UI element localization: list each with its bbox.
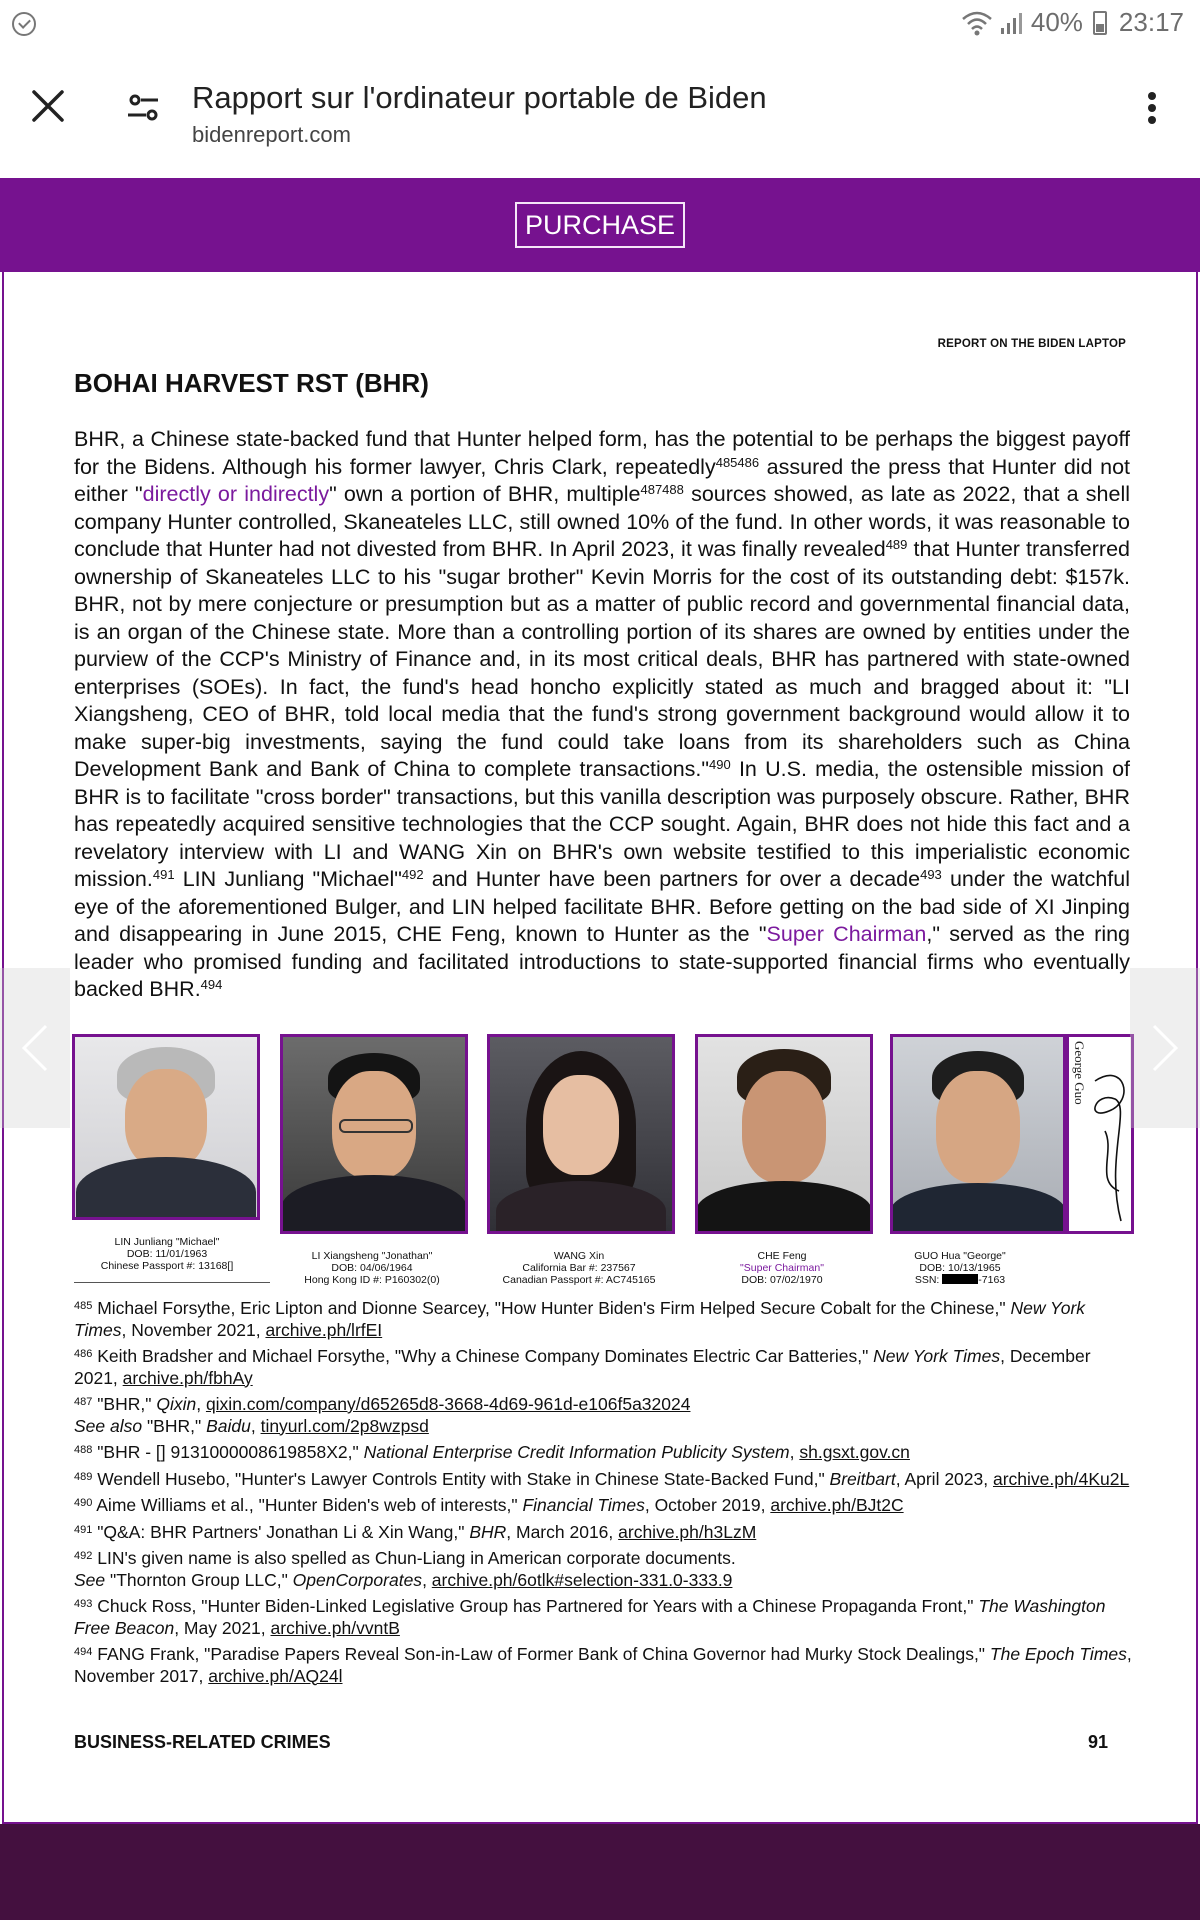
- running-head: REPORT ON THE BIDEN LAPTOP: [937, 338, 1126, 350]
- signature-scribble: [1075, 1041, 1135, 1231]
- footnote-link[interactable]: archive.ph/fbhAy: [122, 1367, 253, 1388]
- footnote: $^{491}$ "Q&A: BHR Partners' Jonathan Li & Xin Wang," BHR, March 2016, archive.ph/h3LzM: [74, 1521, 757, 1542]
- footnote: $^{487}$ "BHR," Qixin, qixin.com/company/d65265d8-3668-4d69-961d-e106f5a32024 See also "BHR," Baidu, tinyurl.com/2p8wzpsd: [74, 1394, 691, 1436]
- redaction-bar: [942, 1274, 978, 1284]
- report-page: [2, 272, 1198, 1824]
- footnote-ref: 485486: [715, 454, 760, 470]
- battery-icon: [1093, 11, 1107, 35]
- close-icon[interactable]: [28, 86, 68, 126]
- signal-icon: [999, 10, 1025, 36]
- page-url[interactable]: bidenreport.com: [192, 122, 351, 147]
- footnote-link[interactable]: tinyurl.com/2p8wzpsd: [260, 1415, 429, 1436]
- bottom-bar: [0, 1824, 1200, 1920]
- site-settings-icon[interactable]: [126, 90, 162, 126]
- super-chairman-link[interactable]: Super Chairman: [766, 922, 927, 946]
- footnote: $^{488}$ "BHR - [] 9131000008619858X2," National Enterprise Credit Information Publicity System, sh.gsxt.gov.cn: [74, 1442, 910, 1462]
- caption-guo-hua: GUO Hua "George" DOB: 10/13/1965 SSN: -7163: [914, 1250, 1006, 1286]
- browser-toolbar: [0, 50, 1200, 178]
- body-paragraph: BHR, a Chinese state-backed fund that Hunter helped form, has the potential to be perhaps the biggest payoff for the Bidens. Although his former lawyer, Chris Clark, repeatedly$^{485486}$ assured the press that Hunter did not either "directly or indirectly" own a portion of BHR, multiple$^{487488}$ sources showed, as late as 2022, that a shell company Hunter controlled, Skaneateles LLC, still owned 10% of the fund. In other words, it was reasonable to conclude that Hunter had not divested from BHR. In April 2023, it was finally revealed$^{489}$ that Hunter transferred ownership of Skaneateles LLC to his "sugar brother" Kevin Morris for the cost of its outstanding debt: $157k. BHR, not by mere conjecture or presumption but as a matter of public record and governmental financial data, is an organ of the Chinese state. More than a controlling portion of its shares are owned by entities under the purview of the CCP's Ministry of Finance and, in its most critical deals, BHR has partnered with state-owned enterprises (SOEs). In fact, the fund's head honcho explicitly stated as much and bragged about it: "LI Xiangsheng, CEO of BHR, told local media that the fund's strong government background would allow it to make super-big investments, saying the fund could take loans from its shareholders such as China Development Bank and Bank of China to complete transactions."$^{490}$ In U.S. media, the ostensible mission of BHR is to facilitate "cross border" transactions, but this vanilla description was purposely obscure. Rather, BHR has repeatedly acquired sensitive technologies that the CCP sought. Again, BHR does not hide this fact and a revelatory interview with LI and WANG Xin on BHR's own website testified to this imperialistic economic mission.$^{491}$ LIN Junliang "Michael"$^{492}$ and Hunter have been partners for over a decade$^{493}$ under the watchful eye of the aforementioned Bulger, and LIN helped facilitate BHR. Before getting on the bad side of XI Jinping and disappearing in June 2015, CHE Feng, known to Hunter as the "Super Chairman," served as the ring leader who promised funding and facilitated introductions to state-supported financial firms who eventually backed BHR.$^{494}$: [74, 427, 1131, 1001]
- footnote-ref: 494: [200, 977, 223, 992]
- battery-percent: 40%: [1030, 7, 1083, 37]
- footnote: $^{492}$ LIN's given name is also spelled as Chun-Liang in American corporate documents. See "Thornton Group LLC," OpenCorporates, archive.ph/6otlk#selection-331.0-333.9: [74, 1548, 736, 1590]
- footnote: $^{489}$ Wendell Husebo, "Hunter's Lawyer Controls Entity with Stake in Chinese State-Backed Fund," Breitbart, April 2023, archive.ph/4Ku2L: [74, 1468, 1130, 1489]
- footnote-link[interactable]: archive.ph/4Ku2L: [992, 1468, 1130, 1489]
- previous-page-button[interactable]: [0, 968, 70, 1128]
- footnote-link[interactable]: archive.ph/BJt2C: [770, 1495, 904, 1515]
- footnote-link[interactable]: qixin.com/company/d65265d8-3668-4d69-961d-e106f5a32024: [205, 1394, 691, 1414]
- footnote: $^{494}$ FANG Frank, "Paradise Papers Reveal Son-in-Law of Former Bank of China Governor had Murky Stock Dealings," The Epoch Times, November 2017, archive.ph/AQ24l: [74, 1644, 1132, 1686]
- footnote-link[interactable]: archive.ph/lrfEI: [265, 1319, 383, 1340]
- directly-or-indirectly-link[interactable]: directly or indirectly: [142, 482, 330, 506]
- clock: 23:17: [1118, 7, 1184, 37]
- portrait-lin-junliang: [72, 1034, 260, 1220]
- footnote: $^{485}$ Michael Forsythe, Eric Lipton and Dionne Searcey, "How Hunter Biden's Firm Helped Secure Cobalt for the Chinese," New York Times, November 2021, archive.ph/lrfEI: [74, 1298, 1086, 1340]
- section-heading: BOHAI HARVEST RST (BHR): [74, 368, 429, 398]
- caption-wang-xin: WANG Xin California Bar #: 237567 Canadian Passport #: AC745165: [502, 1250, 656, 1286]
- portrait-wang-xin: [487, 1034, 675, 1234]
- page-number: 91: [1088, 1732, 1109, 1752]
- caption-che-feng: CHE Feng "Super Chairman" DOB: 07/02/1970: [740, 1250, 824, 1286]
- footnote-link[interactable]: archive.ph/vvntB: [270, 1617, 400, 1638]
- status-bar: [0, 0, 1200, 50]
- caption-rule: [74, 1282, 270, 1283]
- footnote-link[interactable]: archive.ph/6otlk#selection-331.0-333.9: [431, 1569, 733, 1590]
- signature-image: [1066, 1034, 1134, 1234]
- portrait-li-xiangsheng: [280, 1034, 468, 1234]
- footnote-link[interactable]: sh.gsxt.gov.cn: [799, 1442, 910, 1462]
- footnote-link[interactable]: archive.ph/AQ24l: [208, 1665, 343, 1686]
- page-title: Rapport sur l'ordinateur portable de Biden: [192, 80, 767, 115]
- footnotes: [74, 1298, 1134, 1692]
- footnote-ref: 489: [885, 537, 908, 552]
- footnote: $^{490}$ Aime Williams et al., "Hunter Biden's web of interests," Financial Times, October 2019, archive.ph/BJt2C: [74, 1495, 904, 1515]
- portrait-che-feng: [695, 1034, 873, 1234]
- footnote-ref: 491: [152, 867, 175, 882]
- wifi-icon: [961, 9, 993, 37]
- footnote: $^{493}$ Chuck Ross, "Hunter Biden-Linked Legislative Group has Partnered for Years with a Chinese Propaganda Front," The Washington Free Beacon, May 2021, archive.ph/vvntB: [74, 1596, 1106, 1638]
- caption-lin-junliang: LIN Junliang "Michael" DOB: 11/01/1963 Chinese Passport #: 13168[]: [100, 1236, 234, 1272]
- next-page-button[interactable]: [1130, 968, 1200, 1128]
- purchase-button[interactable]: PURCHASE: [515, 202, 685, 248]
- footnote: $^{486}$ Keith Bradsher and Michael Forsythe, "Why a Chinese Company Dominates Electric Car Batteries," New York Times, December 2021, archive.ph/fbhAy: [74, 1346, 1091, 1388]
- page-footer-section: BUSINESS-RELATED CRIMES: [74, 1732, 331, 1752]
- footnote-link[interactable]: archive.ph/h3LzM: [618, 1521, 757, 1542]
- footnote-ref: 492: [401, 867, 424, 882]
- footnote-ref: 493: [920, 867, 942, 882]
- site-banner: [0, 178, 1200, 272]
- signature-label: George Guo: [1072, 1041, 1087, 1105]
- caption-li-xiangsheng: LI Xiangsheng "Jonathan" DOB: 04/06/1964 Hong Kong ID #: P160302(0): [304, 1250, 440, 1286]
- chevron-left-icon: [20, 1024, 50, 1072]
- portrait-guo-hua: [890, 1034, 1066, 1234]
- notification-check-icon: [12, 12, 36, 36]
- footnote-ref: 490: [709, 757, 731, 772]
- more-options-icon[interactable]: [1140, 86, 1164, 130]
- chevron-right-icon: [1150, 1024, 1180, 1072]
- footnote-ref: 487488: [640, 482, 684, 497]
